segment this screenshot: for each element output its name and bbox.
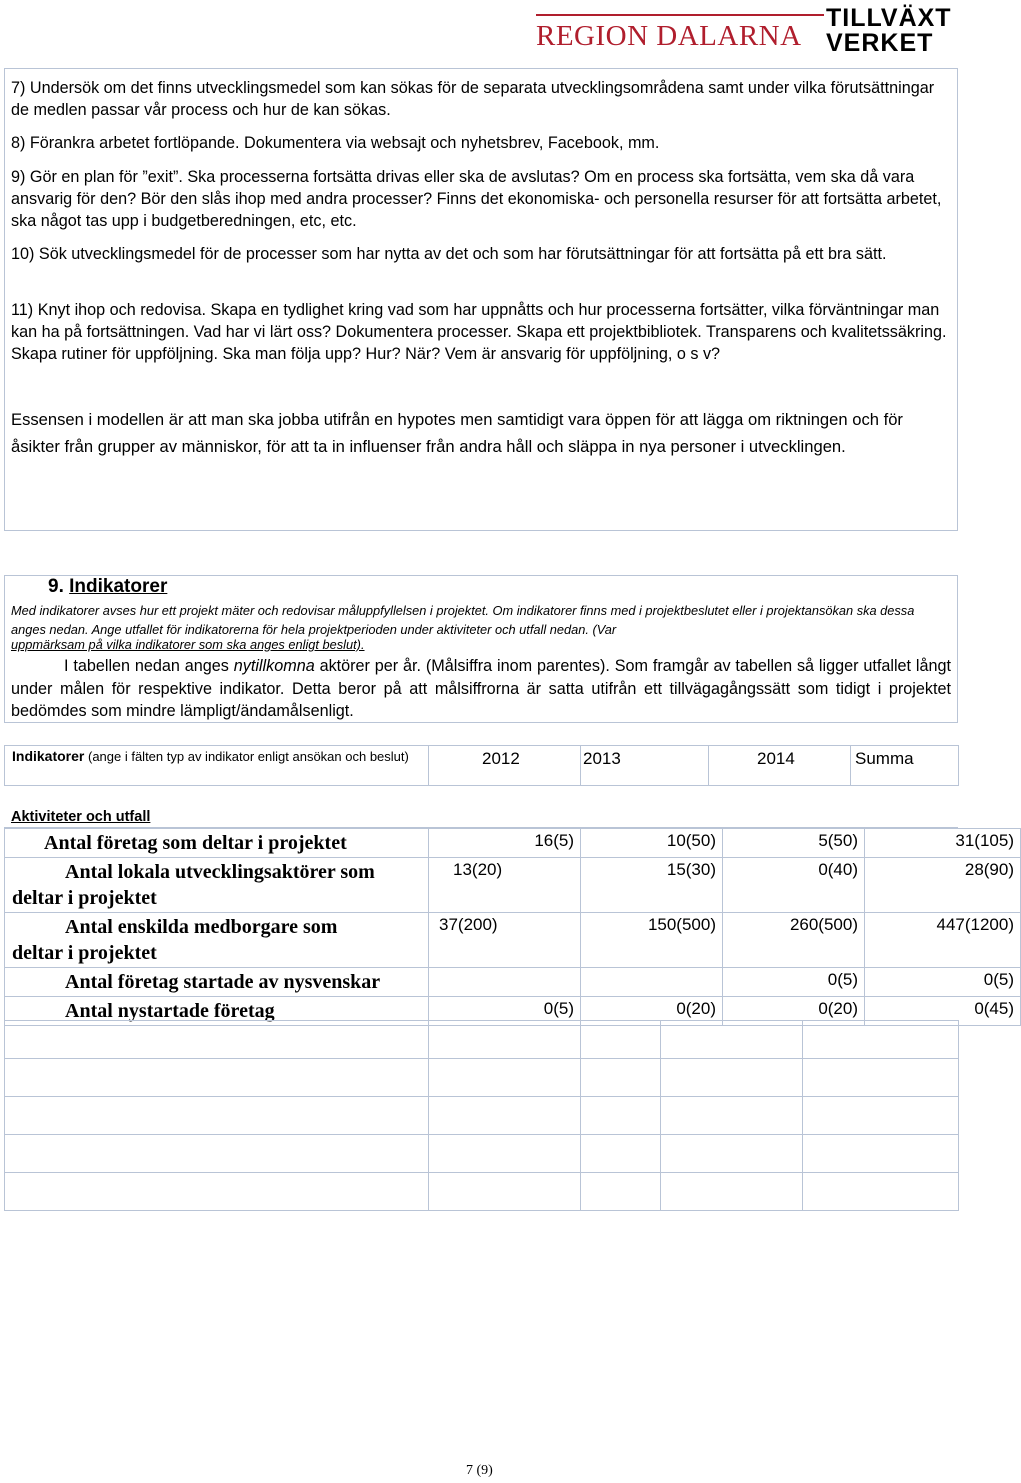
cell-summa: 28(90) (865, 858, 1021, 913)
col-2013-header: 2013 (581, 746, 709, 786)
empty-table-rows (4, 1020, 959, 1211)
aktiviteter-label: Aktiviteter och utfall (11, 809, 151, 825)
row-label (5, 858, 429, 913)
table-row (5, 913, 1021, 968)
region-dalarna-logo (536, 12, 824, 56)
cell-2012 (429, 968, 581, 997)
table-row (5, 829, 1021, 858)
row-label-line1: Antal lokala utvecklingsaktörer som (65, 861, 375, 883)
row-label (5, 968, 429, 997)
cell-2014: 5(50) (723, 829, 865, 858)
cell-2014: 0(40) (723, 858, 865, 913)
cell-2014: 0(5) (723, 968, 865, 997)
cell-2013: 15(30) (581, 858, 723, 913)
table-row (5, 1173, 959, 1211)
logo-bar (536, 14, 824, 16)
explanation-pre: I tabellen nedan anges (64, 657, 234, 675)
table-row (5, 858, 1021, 913)
indikatorer-intro: Med indikatorer avses hur ett projekt mäter och redovisar måluppfyllelsen i projektet. Om indikatorer finns med i projektbeslutet eller i projektansökan ska dessa anges nedan. Ange utfallet för indikatorerna för hela projektperioden under aktiviteter och utfall nedan. (Var (11, 603, 915, 637)
row-label-line2: deltar i projektet (12, 942, 157, 964)
row-label-line1: Antal företag som deltar i projektet (44, 832, 347, 854)
table-row (5, 1059, 959, 1097)
table-row (5, 746, 959, 786)
page-number: 7 (9) (466, 1463, 493, 1478)
cell-summa: 0(45) (865, 997, 1021, 1026)
section-heading (48, 576, 167, 598)
row-label-line1: Antal företag startade av nysvenskar (65, 971, 381, 993)
col-2014-header: 2014 (709, 746, 851, 786)
cell-2013 (581, 968, 723, 997)
cell-2014: 0(20) (723, 997, 865, 1026)
verket-text: VERKET (826, 29, 934, 57)
tillvaxt-text: TILLVÄXT (826, 4, 952, 32)
region-dalarna-text: REGION DALARNA (536, 20, 802, 52)
step-7: 7) Undersök om det finns utvecklingsmedel som kan sökas för de separata utvecklingsområdena samt under vilka förutsättningar de medlen passar vår process och hur de kan sökas. (11, 79, 935, 119)
essens-paragraph: Essensen i modellen är att man ska jobba utifrån en hypotes men samtidigt vara öppen för att lägga om riktningen och för åsikter från grupper av människor, för att ta in influenser från andra håll och släppa in nya personer i utvecklingen. (11, 410, 903, 456)
cell-2012: 0(5) (429, 997, 581, 1026)
indikatorer-header-bold: Indikatorer (12, 748, 85, 764)
cell-2013: 150(500) (581, 913, 723, 968)
step-8: 8) Förankra arbetet fortlöpande. Dokumentera via websajt och nyhetsbrev, Facebook, mm. (11, 134, 660, 152)
row-label (5, 913, 429, 968)
indikator-header-table (4, 745, 959, 786)
tillvaxtverket-logo (826, 4, 960, 58)
step-9: 9) Gör en plan för ”exit”. Ska processerna fortsätta drivas eller ska de avslutas? Om en process ska fortsätta, vem ska då vara ansvarig för den? Bör den slås ihop med andra processer? Finns det ekonomiska- och personella resurser för att fortsätta arbetet, ska något tas upp i budgetberedningen, etc, etc. (11, 168, 942, 230)
table-row (5, 968, 1021, 997)
table-row (5, 1135, 959, 1173)
cell-2013: 10(50) (581, 829, 723, 858)
step-11: 11) Knyt ihop och redovisa. Skapa en tydlighet kring vad som har uppnåtts och hur processerna fortsätter, vilka förväntningar man kan ha på fortsättningen. Vad har vi lärt oss? Dokumentera processer. Skapa ett projektbibliotek. Transparens och kvalitetssäkring. Skapa rutiner för uppföljning. Ska man följa upp? Hur? När? Vem är ansvarig för uppföljning, o s v? (11, 301, 947, 363)
table-row (5, 1021, 959, 1059)
table-row (5, 1097, 959, 1135)
cell-2012: 37(200) (429, 913, 581, 968)
col-summa-header: Summa (851, 746, 959, 786)
row-label-line1: Antal enskilda medborgare som (65, 916, 338, 938)
explanation-italic: nytillkomna (233, 657, 315, 675)
col-2012-header: 2012 (429, 746, 581, 786)
step-10: 10) Sök utvecklingsmedel för de processer som har nytta av det och som har förutsättningar för att fortsätta på ett bra sätt. (11, 245, 887, 263)
cell-2012: 16(5) (429, 829, 581, 858)
aktiviteter-table (4, 828, 1021, 1026)
indikatorer-header-cell (5, 746, 429, 786)
indikatorer-explanation (11, 655, 951, 723)
cell-summa: 0(5) (865, 968, 1021, 997)
row-label-line2: deltar i projektet (12, 887, 157, 909)
indikatorer-intro-underlined: uppmärksam på vilka indikatorer som ska anges enligt beslut). (11, 637, 365, 652)
row-label-line1: Antal nystartade företag (65, 1000, 275, 1022)
indikatorer-header-note: (ange i fälten typ av indikator enligt ansökan och beslut) (87, 749, 409, 764)
cell-2012: 13(20) (429, 858, 581, 913)
cell-summa: 31(105) (865, 829, 1021, 858)
section-number: 9. (48, 576, 64, 597)
cell-2013: 0(20) (581, 997, 723, 1026)
cell-summa: 447(1200) (865, 913, 1021, 968)
row-label (5, 829, 429, 858)
cell-2014: 260(500) (723, 913, 865, 968)
explanation-post: aktörer per år. (Målsiffra inom parentes). Som framgår av tabellen så ligger utfallet långt under målen för respektive indikator. Detta beror på att målsiffrorna är satta utifrån ett tillvägagångssätt som tidigt i projektet bedömdes som mindre lämpligt/ändamålsenligt. (11, 657, 951, 721)
section-title: Indikatorer (69, 576, 168, 597)
